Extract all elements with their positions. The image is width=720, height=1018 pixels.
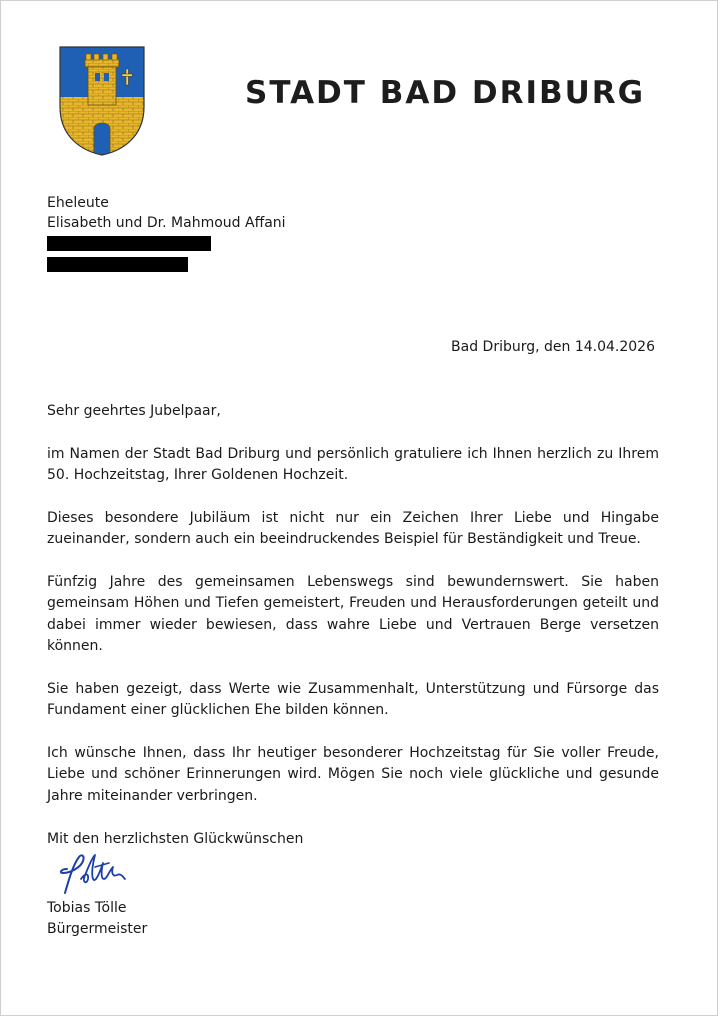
signer-title: Bürgermeister <box>47 921 148 937</box>
city-crest-icon <box>58 45 146 157</box>
signer-block <box>47 898 147 940</box>
recipient-line-2: Elisabeth und Dr. Mahmoud Affani <box>47 215 286 231</box>
date-line: Bad Driburg, den 14.04.2026 <box>451 339 655 355</box>
paragraph: Ich wünsche Ihnen, dass Ihr heutiger besonderer Hochzeitstag für Sie voller Freude, Liebe und schöner Erinnerungen wird. Mögen Sie noch viele glückliche und gesunde Jahre miteinander verbringen. <box>47 744 659 804</box>
signer-name: Tobias Tölle <box>47 900 127 916</box>
redacted-street <box>47 236 211 251</box>
greeting: Sehr geehrtes Jubelpaar, <box>47 403 221 419</box>
signature-icon <box>51 849 131 899</box>
redacted-city <box>47 257 188 272</box>
paragraph: Fünfzig Jahre des gemeinsamen Lebenswegs sind bewundernswert. Sie haben gemeinsam Höhen und Tiefen gemeistert, Freuden und Herausforderungen geteilt und dabei immer wieder bewiesen, dass wahre Liebe und Vertrauen Berge versetzen können. <box>47 573 659 654</box>
closing-line: Mit den herzlichsten Glückwünschen <box>47 831 304 847</box>
recipient-address <box>47 193 286 275</box>
paragraph: Sie haben gezeigt, dass Werte wie Zusammenhalt, Unterstützung und Fürsorge das Fundament einer glücklichen Ehe bilden können. <box>47 680 659 718</box>
city-title: STADT BAD DRIBURG <box>245 75 646 111</box>
paragraph: Dieses besondere Jubiläum ist nicht nur ein Zeichen Ihrer Liebe und Hingabe zueinander, sondern auch ein beeindruckendes Beispiel für Beständigkeit und Treue. <box>47 509 659 547</box>
paragraph: im Namen der Stadt Bad Driburg und persönlich gratuliere ich Ihnen herzlich zu Ihrem 50. Hochzeitstag, Ihrer Goldenen Hochzeit. <box>47 445 659 483</box>
recipient-line-1: Eheleute <box>47 195 109 211</box>
letter-body <box>47 401 659 828</box>
